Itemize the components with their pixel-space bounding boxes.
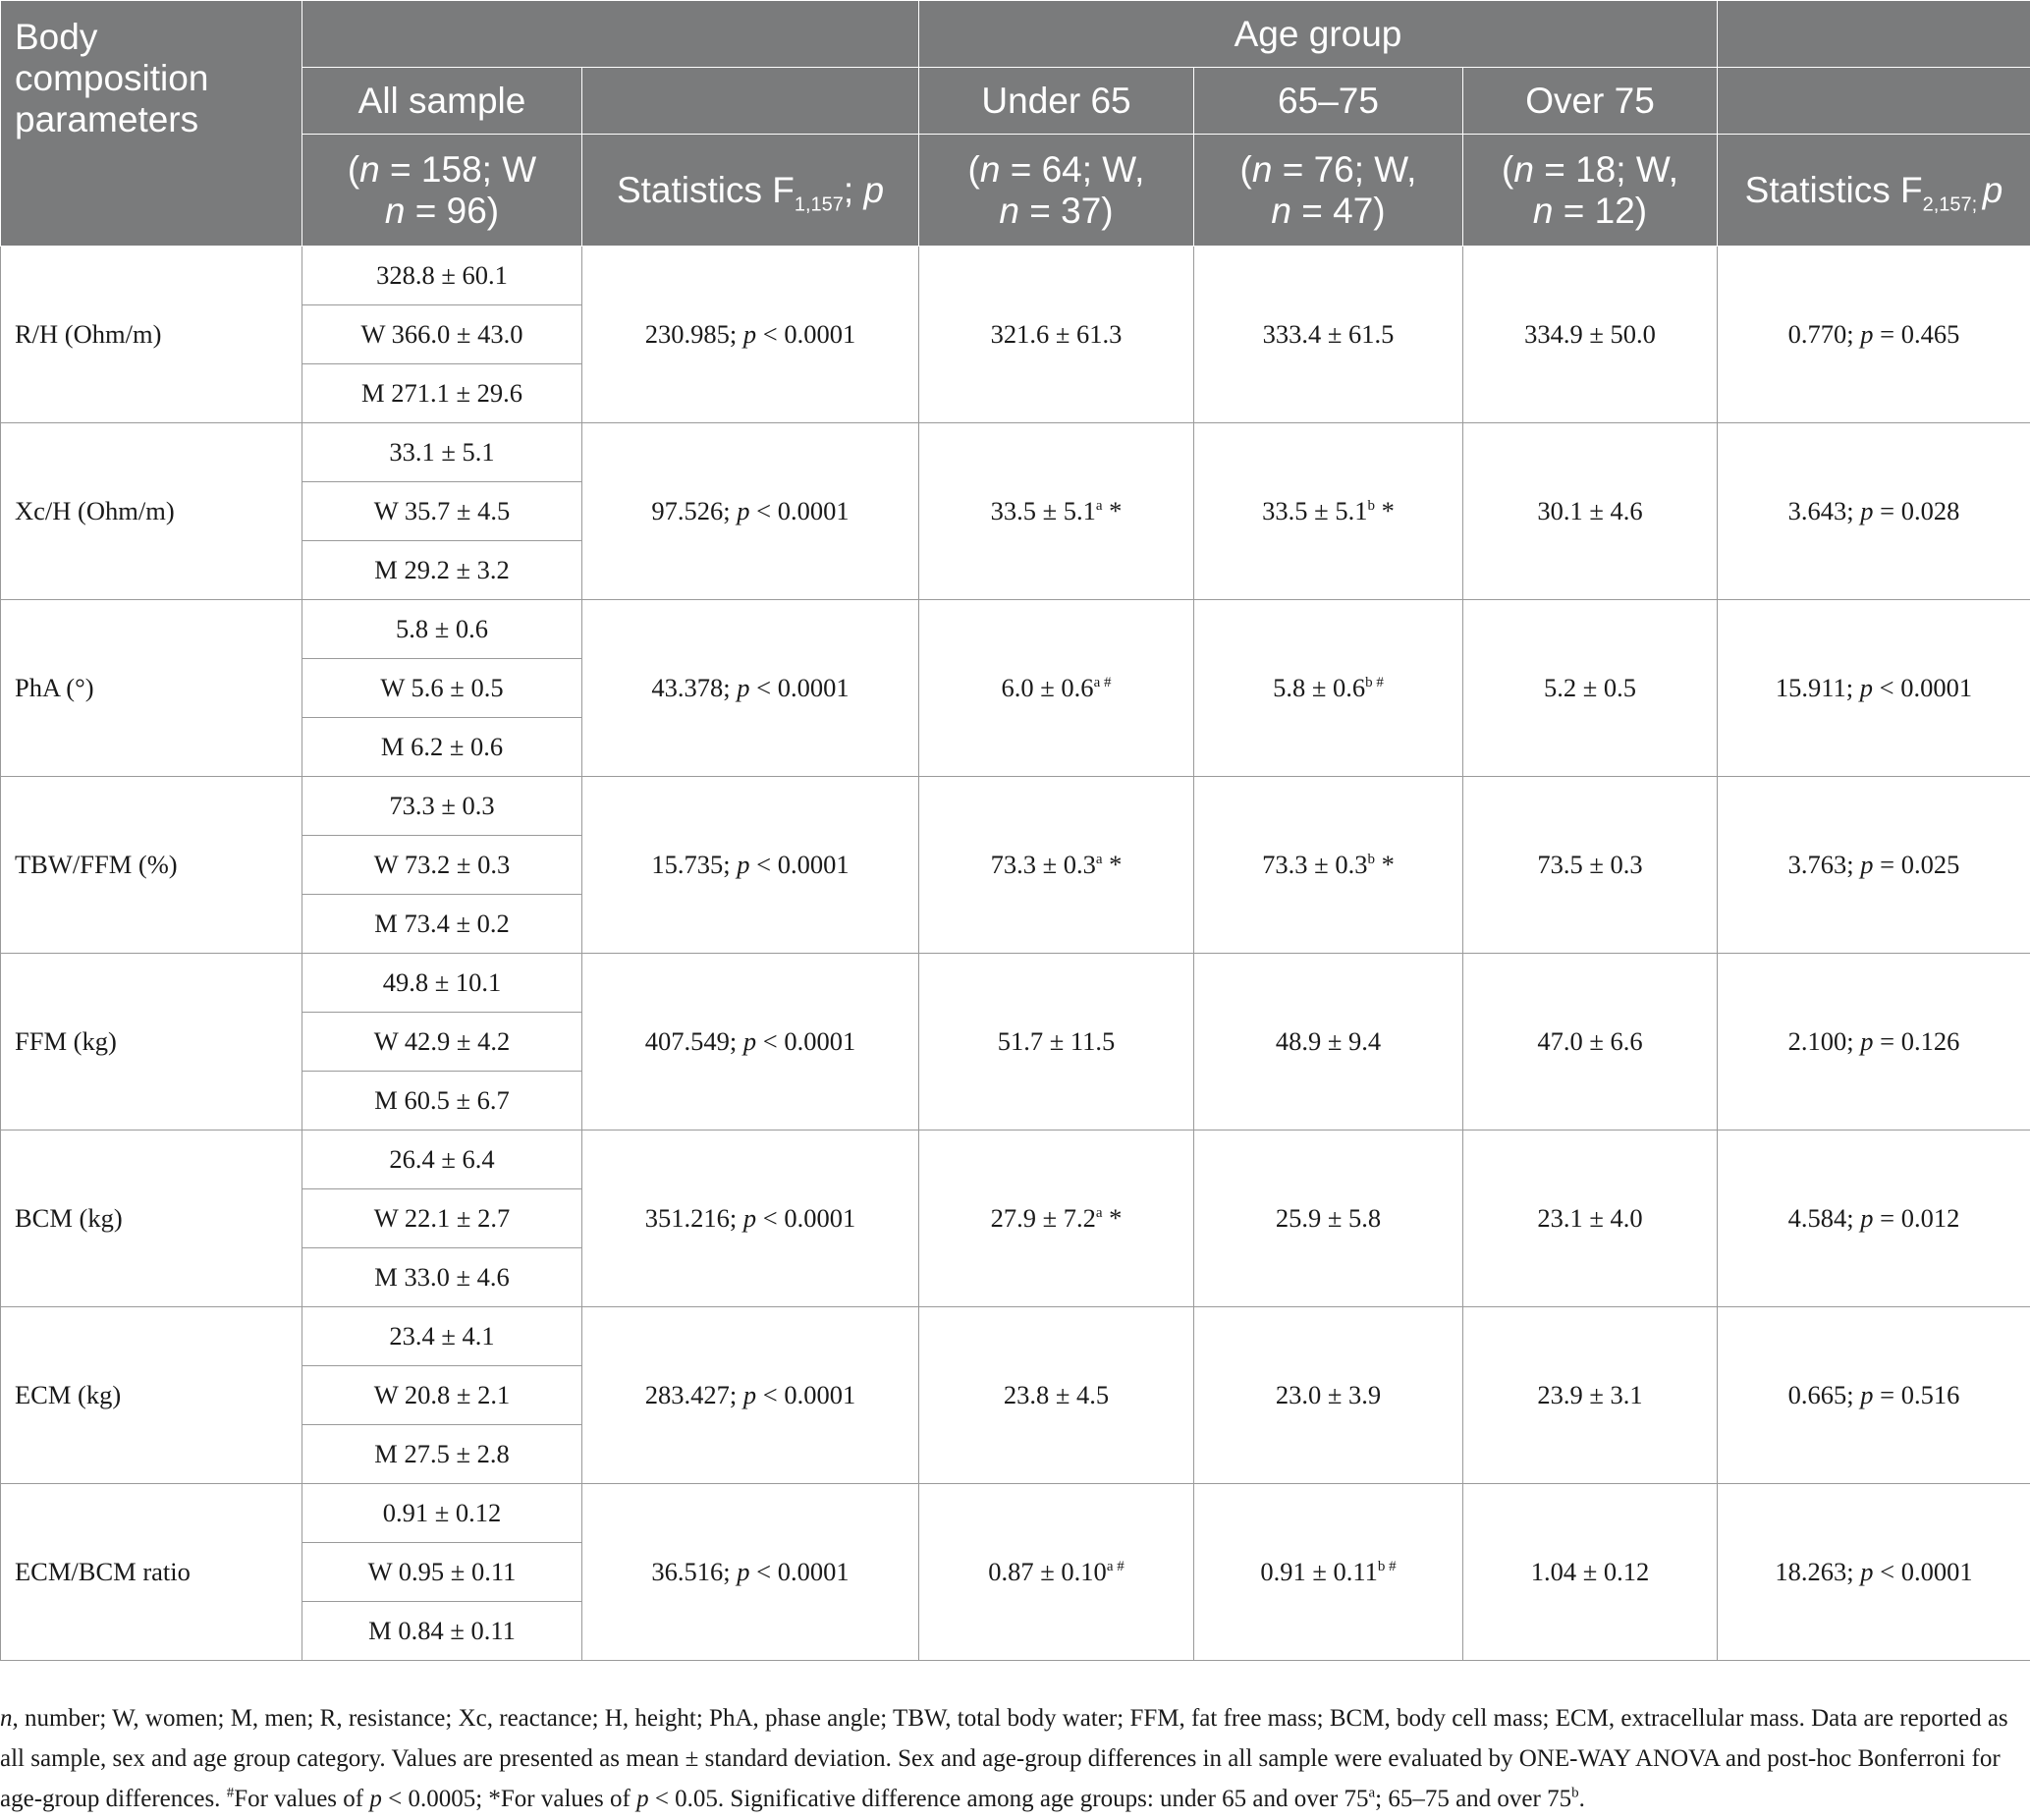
- header-blank-stat2: [1718, 68, 2030, 135]
- age-65-75-cell: 33.5 ± 5.1$^b$ *: [1194, 423, 1463, 600]
- stat1-cell: 351.216; p < 0.0001: [582, 1131, 919, 1307]
- age-65-75-cell: 73.3 ± 0.3$^b$ *: [1194, 777, 1463, 954]
- param-column-header: Body composition parameters: [1, 1, 302, 247]
- param-cell: PhA (°): [1, 600, 302, 777]
- men-cell: M 60.5 ± 6.7: [302, 1072, 582, 1131]
- param-cell: TBW/FFM (%): [1, 777, 302, 954]
- age-65-75-cell: 23.0 ± 3.9: [1194, 1307, 1463, 1484]
- stat1-cell: 43.378; p < 0.0001: [582, 600, 919, 777]
- over-75-cell: 73.5 ± 0.3: [1463, 777, 1718, 954]
- stat2-cell: 15.911; p < 0.0001: [1718, 600, 2030, 777]
- table-row: [1, 954, 2030, 1013]
- under-65-header: Under 65: [919, 68, 1194, 135]
- men-cell: M 33.0 ± 4.6: [302, 1248, 582, 1307]
- table-row: [1, 1307, 2030, 1366]
- all-sample-cell: 23.4 ± 4.1: [302, 1307, 582, 1366]
- over-75-cell: 334.9 ± 50.0: [1463, 247, 1718, 423]
- over-75-cell: 30.1 ± 4.6: [1463, 423, 1718, 600]
- under-65-cell: 51.7 ± 11.5: [919, 954, 1194, 1131]
- param-cell: ECM (kg): [1, 1307, 302, 1484]
- stat1-cell: 97.526; p < 0.0001: [582, 423, 919, 600]
- param-cell: R/H (Ohm/m): [1, 247, 302, 423]
- header-blank-stat1: [582, 68, 919, 135]
- under-65-n: (n = 64; W, n = 37): [919, 135, 1194, 247]
- age-65-75-cell: $5.8 \pm 0.6^{b \#}$: [1194, 600, 1463, 777]
- stat1-cell: 407.549; p < 0.0001: [582, 954, 919, 1131]
- over-75-header: Over 75: [1463, 68, 1718, 135]
- stat2-cell: 2.100; p = 0.126: [1718, 954, 2030, 1131]
- stat1-cell: 36.516; p < 0.0001: [582, 1484, 919, 1661]
- stat2-header: Statistics $F_{2,157;}$ p: [1718, 135, 2030, 247]
- table-row: [1, 777, 2030, 836]
- women-cell: W 0.95 ± 0.11: [302, 1543, 582, 1602]
- param-cell: BCM (kg): [1, 1131, 302, 1307]
- under-65-cell: 73.3 ± 0.3$^a$ *: [919, 777, 1194, 954]
- stat2-cell: 4.584; p = 0.012: [1718, 1131, 2030, 1307]
- param-cell: Xc/H (Ohm/m): [1, 423, 302, 600]
- over-75-cell: 47.0 ± 6.6: [1463, 954, 1718, 1131]
- stat2-cell: 18.263; p < 0.0001: [1718, 1484, 2030, 1661]
- param-cell: ECM/BCM ratio: [1, 1484, 302, 1661]
- table-row: [1, 1484, 2030, 1543]
- over-75-cell: 5.2 ± 0.5: [1463, 600, 1718, 777]
- table-row: [1, 1131, 2030, 1189]
- women-cell: W 20.8 ± 2.1: [302, 1366, 582, 1425]
- men-cell: M 6.2 ± 0.6: [302, 718, 582, 777]
- header-blank-top-right: [1718, 1, 2030, 68]
- women-cell: W 35.7 ± 4.5: [302, 482, 582, 541]
- men-cell: M 271.1 ± 29.6: [302, 364, 582, 423]
- stat2-cell: 3.763; p = 0.025: [1718, 777, 2030, 954]
- all-sample-cell: 5.8 ± 0.6: [302, 600, 582, 659]
- stat2-cell: 0.770; p = 0.465: [1718, 247, 2030, 423]
- table-row: [1, 423, 2030, 482]
- all-sample-cell: 73.3 ± 0.3: [302, 777, 582, 836]
- stat2-cell: 0.665; p = 0.516: [1718, 1307, 2030, 1484]
- stat1-cell: 283.427; p < 0.0001: [582, 1307, 919, 1484]
- women-cell: W 42.9 ± 4.2: [302, 1013, 582, 1072]
- under-65-cell: $0.87 \pm 0.10^{a \#}$: [919, 1484, 1194, 1661]
- men-cell: M 73.4 ± 0.2: [302, 895, 582, 954]
- table-footnote: n, number; W, women; M, men; R, resistance; Xc, reactance; H, height; PhA, phase angle; TBW, total body water; FFM, fat free mass; BCM, body cell mass; ECM, extracellular mass. Data are reported as all sample, sex and age group category. Values are presented as mean ± standard deviation. Sex and age-group differences in all sample were evaluated by ONE-WAY ANOVA and post-hoc Bonferroni for age-group differences. #For values of p < 0.0005; *For values of p < 0.05. Significative difference among age groups: under 65 and over 75$^a$; 65–75 and over 75$^b$.: [0, 1705, 2008, 1812]
- all-sample-header: All sample: [302, 68, 582, 135]
- men-cell: M 29.2 ± 3.2: [302, 541, 582, 600]
- under-65-cell: 321.6 ± 61.3: [919, 247, 1194, 423]
- men-cell: M 27.5 ± 2.8: [302, 1425, 582, 1484]
- table-header: [1, 1, 2030, 247]
- stat2-cell: 3.643; p = 0.028: [1718, 423, 2030, 600]
- all-sample-cell: 26.4 ± 6.4: [302, 1131, 582, 1189]
- over-75-cell: 1.04 ± 0.12: [1463, 1484, 1718, 1661]
- header-blank-top: [302, 1, 919, 68]
- stat1-cell: 15.735; p < 0.0001: [582, 777, 919, 954]
- under-65-cell: 27.9 ± 7.2$^a$ *: [919, 1131, 1194, 1307]
- table-body: [1, 247, 2030, 1661]
- age-65-75-cell: $0.91 \pm 0.11^{b \#}$: [1194, 1484, 1463, 1661]
- stat1-cell: 230.985; p < 0.0001: [582, 247, 919, 423]
- women-cell: W 5.6 ± 0.5: [302, 659, 582, 718]
- all-sample-n: (n = 158; W n = 96): [302, 135, 582, 247]
- over-75-cell: 23.1 ± 4.0: [1463, 1131, 1718, 1307]
- stat1-header: Statistics $F_{1,157}$; p: [582, 135, 919, 247]
- women-cell: W 73.2 ± 0.3: [302, 836, 582, 895]
- table-row: [1, 247, 2030, 305]
- over-75-n: (n = 18; W, n = 12): [1463, 135, 1718, 247]
- age-65-75-header: 65–75: [1194, 68, 1463, 135]
- age-65-75-n: (n = 76; W, n = 47): [1194, 135, 1463, 247]
- under-65-cell: 23.8 ± 4.5: [919, 1307, 1194, 1484]
- all-sample-cell: 49.8 ± 10.1: [302, 954, 582, 1013]
- under-65-cell: $6.0 \pm 0.6^{a \#}$: [919, 600, 1194, 777]
- all-sample-cell: 33.1 ± 5.1: [302, 423, 582, 482]
- age-group-header: Age group: [919, 1, 1718, 68]
- women-cell: W 366.0 ± 43.0: [302, 305, 582, 364]
- all-sample-cell: 0.91 ± 0.12: [302, 1484, 582, 1543]
- over-75-cell: 23.9 ± 3.1: [1463, 1307, 1718, 1484]
- age-65-75-cell: 48.9 ± 9.4: [1194, 954, 1463, 1131]
- all-sample-cell: 328.8 ± 60.1: [302, 247, 582, 305]
- param-cell: FFM (kg): [1, 954, 302, 1131]
- age-65-75-cell: 25.9 ± 5.8: [1194, 1131, 1463, 1307]
- age-65-75-cell: 333.4 ± 61.5: [1194, 247, 1463, 423]
- men-cell: M 0.84 ± 0.11: [302, 1602, 582, 1661]
- table-row: [1, 600, 2030, 659]
- women-cell: W 22.1 ± 2.7: [302, 1189, 582, 1248]
- under-65-cell: 33.5 ± 5.1$^a$ *: [919, 423, 1194, 600]
